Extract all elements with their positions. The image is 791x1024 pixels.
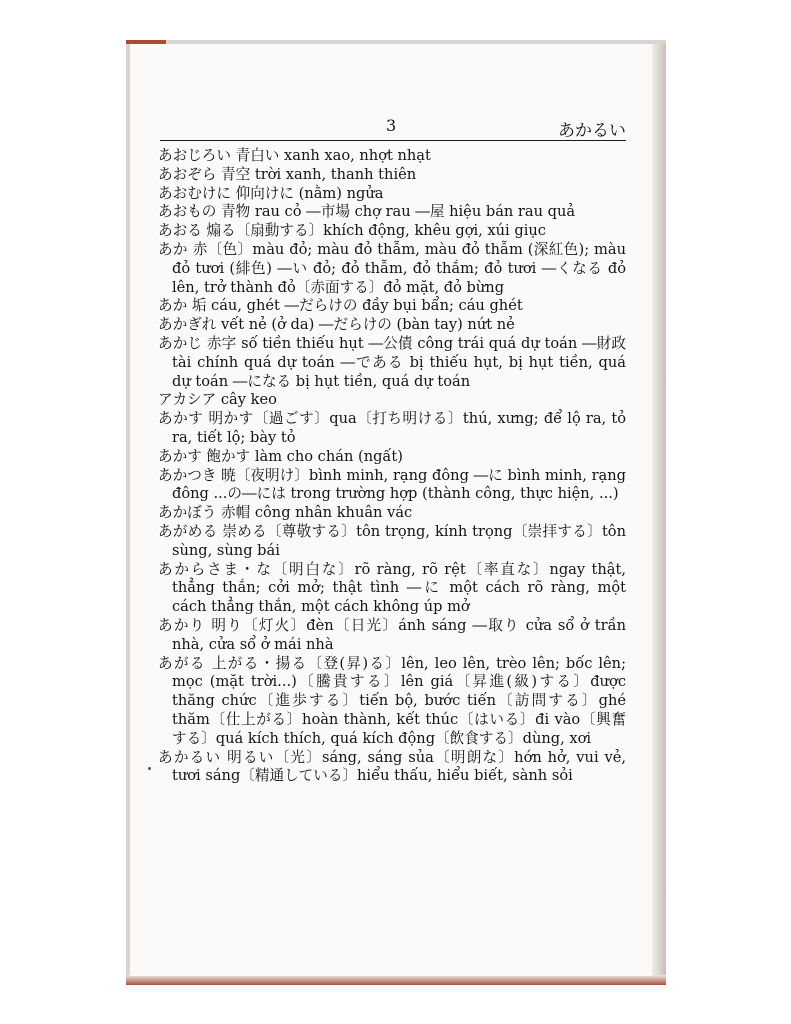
dictionary-entry: あかじ 赤字 số tiền thiếu hụt ―公債 công trái quá dự toán ―財政 tài chính quá dự toán ―である bị thiếu hụt, bị hụt tiền, quá dự toán ―になる bị hụt tiền, quá dự toán — [158, 334, 626, 390]
dictionary-entry: あかぼう 赤帽 công nhân khuân vác — [158, 504, 413, 522]
running-head: あかるい — [558, 121, 626, 141]
ink-speck — [148, 767, 151, 770]
dictionary-entry: あおぞら 青空 trời xanh, thanh thiên — [158, 165, 417, 183]
dictionary-entry: あかつき 暁〔夜明け〕bình minh, rạng đông ―に bình minh, rạng đông ...の―には trong trường hợp (thành công, thực hiện, ...) — [158, 466, 626, 503]
dictionary-entry: あおもの 青物 rau cỏ ―市場 chợ rau ―屋 hiệu bán rau quả — [158, 203, 576, 221]
dictionary-entry: あおむけに 仰向けに (nằm) ngửa — [158, 184, 384, 202]
entry-list — [158, 147, 626, 786]
book-cover-edge-bottom — [126, 975, 666, 985]
dictionary-entry: あかり 明り〔灯火〕đèn〔日光〕ánh sáng ―取り cửa sổ ở trần nhà, cửa sổ ở mái nhà — [158, 616, 626, 653]
dictionary-entry: あおる 煽る〔扇動する〕khích động, khêu gợi, xúi giục — [158, 222, 546, 240]
dictionary-entry: あおじろい 青白い xanh xao, nhợt nhạt — [158, 147, 431, 164]
page-header — [160, 114, 626, 141]
dictionary-entry: あかぎれ vết nẻ (ở da) ―だらけの (bàn tay) nứt nẻ — [158, 316, 515, 334]
dictionary-entry: あかるい 明るい〔光〕sáng, sáng sủa〔明朗な〕hớn hở, vui vẻ, tươi sáng〔精通している〕hiểu thấu, hiểu biết, sành sỏi — [158, 748, 626, 785]
book-page-edge-right — [652, 44, 666, 984]
dictionary-entry: あか 赤〔色〕màu đỏ; màu đỏ thẫm, màu đỏ thẫm (深紅色); màu đỏ tươi (緋色) ―い đỏ; đỏ thẫm, đỏ thắm; đỏ tươi ―くなる đỏ lên, trở thành đỏ〔赤面する〕đỏ mặt, đỏ bừng — [158, 240, 626, 296]
dictionary-entry: アカシア cây keo — [158, 391, 277, 409]
dictionary-entry: あか 垢 cáu, ghét ―だらけの đầy bụi bẩn; cáu ghét — [158, 297, 523, 315]
dictionary-entry: あからさま・な〔明白な〕rõ ràng, rõ rệt〔率直な〕ngay thật, thẳng thắn; cởi mở; thật tình ―に một cách rõ ràng, một cách thẳng thắn, một cách không úp mở — [158, 560, 626, 616]
dictionary-entry: あがる 上がる・揚る〔登(昇)る〕lên, leo lên, trèo lên; bốc lên; mọc (mặt trời...)〔騰貴する〕lên giá〔昇進(級)する〕được thăng chức〔進歩する〕tiến bộ, bước tiến〔訪問する〕ghé thăm〔仕上がる〕hoàn thành, kết thúc〔はいる〕đi vào〔興奮する〕quá kích thích, quá kích động〔飲食する〕dùng, xơi — [158, 654, 626, 747]
dictionary-entry: あかす 明かす〔過ごす〕qua〔打ち明ける〕thú, xưng; để lộ ra, tỏ ra, tiết lộ; bày tỏ — [158, 410, 626, 446]
page-number: 3 — [386, 116, 397, 135]
dictionary-page — [130, 44, 652, 976]
dictionary-entry: あかす 飽かす làm cho chán (ngất) — [158, 447, 403, 465]
dictionary-entry: あがめる 崇める〔尊敬する〕tôn trọng, kính trọng〔崇拝する〕tôn sùng, sùng bái — [158, 522, 626, 559]
